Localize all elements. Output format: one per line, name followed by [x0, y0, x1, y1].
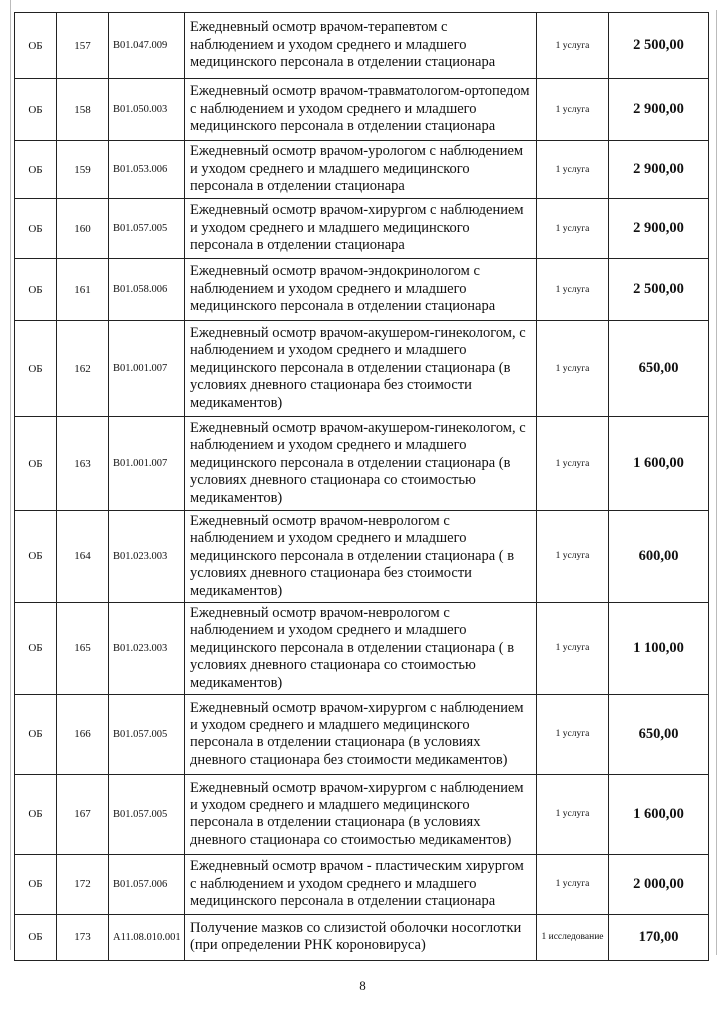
number-cell: 162 [57, 321, 109, 417]
code-cell: B01.057.005 [109, 774, 185, 854]
table-row [15, 694, 709, 774]
code-cell: B01.057.006 [109, 854, 185, 914]
number-cell: 172 [57, 854, 109, 914]
table-row [15, 199, 709, 259]
source-cell: ОБ [15, 259, 57, 321]
service-name-cell: Ежедневный осмотр врачом-хирургом с наблюдением и уходом среднего и младшего медицинского персонала в отделении стационара [185, 199, 537, 259]
table-row [15, 854, 709, 914]
unit-cell: 1 услуга [537, 417, 609, 511]
table-row [15, 511, 709, 603]
price-list-table [14, 12, 709, 961]
number-cell: 166 [57, 694, 109, 774]
code-cell: B01.023.003 [109, 602, 185, 694]
page-number: 8 [359, 978, 366, 993]
source-cell: ОБ [15, 774, 57, 854]
price-cell: 2 500,00 [609, 13, 709, 79]
price-cell: 2 900,00 [609, 199, 709, 259]
number-cell: 159 [57, 141, 109, 199]
price-cell: 650,00 [609, 694, 709, 774]
service-name-cell: Ежедневный осмотр врачом-акушером-гинекологом, с наблюдением и уходом среднего и младшего медицинского персонала в отделении стационара (в условиях дневного стационара без стоимости медикаментов) [185, 321, 537, 417]
service-name-cell: Ежедневный осмотр врачом-урологом с наблюдением и уходом среднего и младшего медицинского персонала в отделении стационара [185, 141, 537, 199]
source-cell: ОБ [15, 199, 57, 259]
unit-cell: 1 услуга [537, 854, 609, 914]
table-row [15, 417, 709, 511]
price-cell: 2 500,00 [609, 259, 709, 321]
unit-cell: 1 услуга [537, 79, 609, 141]
code-cell: B01.047.009 [109, 13, 185, 79]
price-cell: 170,00 [609, 914, 709, 960]
price-cell: 2 000,00 [609, 854, 709, 914]
source-cell: ОБ [15, 602, 57, 694]
price-cell: 600,00 [609, 511, 709, 603]
source-cell: ОБ [15, 13, 57, 79]
code-cell: A11.08.010.001 [109, 914, 185, 960]
number-cell: 165 [57, 602, 109, 694]
unit-cell: 1 услуга [537, 511, 609, 603]
unit-cell: 1 услуга [537, 199, 609, 259]
table-row [15, 914, 709, 960]
number-cell: 163 [57, 417, 109, 511]
service-name-cell: Ежедневный осмотр врачом-неврологом с наблюдением и уходом среднего и младшего медицинского персонала в отделении стационара ( в условиях дневного стационара со стоимостью медикаментов) [185, 602, 537, 694]
source-cell: ОБ [15, 694, 57, 774]
page-edge-right [716, 10, 717, 955]
service-name-cell: Ежедневный осмотр врачом-неврологом с наблюдением и уходом среднего и младшего медицинского персонала в отделении стационара ( в условиях дневного стационара без стоимости медикаментов) [185, 511, 537, 603]
service-name-cell: Ежедневный осмотр врачом-травматологом-ортопедом с наблюдением и уходом среднего и младшего медицинского персонала в отделении стационара [185, 79, 537, 141]
unit-cell: 1 услуга [537, 259, 609, 321]
source-cell: ОБ [15, 417, 57, 511]
code-cell: B01.053.006 [109, 141, 185, 199]
unit-cell: 1 услуга [537, 774, 609, 854]
unit-cell: 1 услуга [537, 602, 609, 694]
table-row [15, 774, 709, 854]
number-cell: 158 [57, 79, 109, 141]
table-row [15, 79, 709, 141]
service-name-cell: Ежедневный осмотр врачом-акушером-гинекологом, с наблюдением и уходом среднего и младшего медицинского персонала в отделении стационара (в условиях дневного стационара со стоимостью медикаментов) [185, 417, 537, 511]
number-cell: 173 [57, 914, 109, 960]
service-name-cell: Ежедневный осмотр врачом-хирургом с наблюдением и уходом среднего и младшего медицинского персонала в отделении стационара (в условиях дневного стационара со стоимостью медикаментов) [185, 774, 537, 854]
price-cell: 2 900,00 [609, 79, 709, 141]
unit-cell: 1 услуга [537, 13, 609, 79]
unit-cell: 1 услуга [537, 321, 609, 417]
page-edge-left [10, 0, 11, 950]
source-cell: ОБ [15, 914, 57, 960]
source-cell: ОБ [15, 511, 57, 603]
service-name-cell: Ежедневный осмотр врачом-терапевтом с наблюдением и уходом среднего и младшего медицинского персонала в отделении стационара [185, 13, 537, 79]
number-cell: 160 [57, 199, 109, 259]
service-name-cell: Ежедневный осмотр врачом-эндокринологом с наблюдением и уходом среднего и младшего медицинского персонала в отделении стационара [185, 259, 537, 321]
source-cell: ОБ [15, 79, 57, 141]
code-cell: B01.050.003 [109, 79, 185, 141]
table-row [15, 259, 709, 321]
code-cell: B01.001.007 [109, 417, 185, 511]
number-cell: 161 [57, 259, 109, 321]
code-cell: B01.057.005 [109, 199, 185, 259]
service-name-cell: Ежедневный осмотр врачом - пластическим хирургом с наблюдением и уходом среднего и младшего медицинского персонала в отделении стационара [185, 854, 537, 914]
table-row [15, 602, 709, 694]
price-cell: 650,00 [609, 321, 709, 417]
unit-cell: 1 услуга [537, 694, 609, 774]
number-cell: 164 [57, 511, 109, 603]
table-row [15, 13, 709, 79]
source-cell: ОБ [15, 141, 57, 199]
price-cell: 2 900,00 [609, 141, 709, 199]
price-cell: 1 600,00 [609, 417, 709, 511]
service-name-cell: Ежедневный осмотр врачом-хирургом с наблюдением и уходом среднего и младшего медицинского персонала в отделении стационара (в условиях дневного стационара без стоимости медикаментов) [185, 694, 537, 774]
number-cell: 167 [57, 774, 109, 854]
unit-cell: 1 услуга [537, 141, 609, 199]
table-row [15, 321, 709, 417]
code-cell: B01.023.003 [109, 511, 185, 603]
price-cell: 1 600,00 [609, 774, 709, 854]
code-cell: B01.058.006 [109, 259, 185, 321]
unit-cell: 1 исследование [537, 914, 609, 960]
source-cell: ОБ [15, 321, 57, 417]
price-cell: 1 100,00 [609, 602, 709, 694]
code-cell: B01.057.005 [109, 694, 185, 774]
service-name-cell: Получение мазков со слизистой оболочки носоглотки (при определении РНК короновируса) [185, 914, 537, 960]
source-cell: ОБ [15, 854, 57, 914]
number-cell: 157 [57, 13, 109, 79]
code-cell: B01.001.007 [109, 321, 185, 417]
table-row [15, 141, 709, 199]
